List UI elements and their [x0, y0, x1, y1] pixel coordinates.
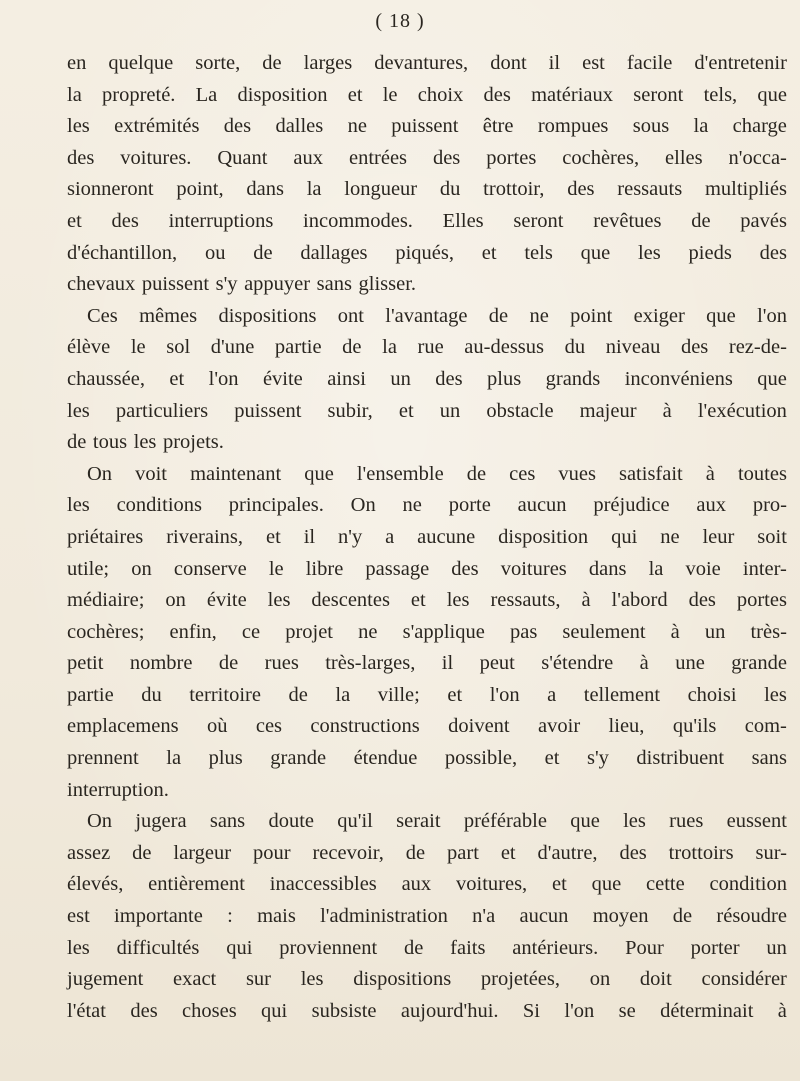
text-line: utile; on conserve le libre passage des voitures dans la voie inter- [67, 557, 787, 580]
text-line: prennent la plus grande étendue possible, et s'y distribuent sans [67, 747, 787, 770]
text-line: On voit maintenant que l'ensemble de ces vues satisfait à toutes [87, 462, 787, 485]
text-line: les particuliers puissent subir, et un obstacle majeur à l'exécution [67, 399, 787, 422]
text-line: élevés, entièrement inaccessibles aux voitures, et que cette condition [67, 873, 787, 896]
text-line: médiaire; on évite les descentes et les ressauts, à l'abord des portes [67, 589, 787, 612]
text-line: des voitures. Quant aux entrées des portes cochères, elles n'occa- [67, 146, 787, 169]
text-line: la propreté. La disposition et le choix des matériaux seront tels, que [67, 83, 787, 106]
text-line: partie du territoire de la ville; et l'on a tellement choisi les [67, 683, 787, 706]
text-line: emplacemens où ces constructions doivent avoir lieu, qu'ils com- [67, 715, 787, 738]
text-line: assez de largeur pour recevoir, de part et d'autre, des trottoirs sur- [67, 841, 787, 864]
text-line: les extrémités des dalles ne puissent être rompues sous la charge [67, 115, 787, 138]
text-line: On jugera sans doute qu'il serait préférable que les rues eussent [87, 810, 787, 833]
text-line: de tous les projets. [67, 431, 224, 454]
text-line: jugement exact sur les dispositions projetées, on doit considérer [67, 968, 787, 991]
text-line: sionneront point, dans la longueur du trottoir, des ressauts multipliés [67, 178, 787, 201]
page-number: ( 18 ) [375, 10, 425, 32]
body-text [67, 48, 787, 1027]
text-line: cochères; enfin, ce projet ne s'applique pas seulement à un très- [67, 620, 787, 643]
text-line: est importante : mais l'administration n'a aucun moyen de résoudre [67, 905, 787, 928]
text-line: élève le sol d'une partie de la rue au-dessus du niveau des rez-de- [67, 336, 787, 359]
text-line: Ces mêmes dispositions ont l'avantage de ne point exiger que l'on [87, 304, 787, 327]
text-line: chaussée, et l'on évite ainsi un des plus grands inconvéniens que [67, 367, 787, 390]
text-line: interruption. [67, 778, 169, 801]
text-line: chevaux puissent s'y appuyer sans glisser. [67, 273, 417, 296]
text-line: les conditions principales. On ne porte aucun préjudice aux pro- [67, 494, 787, 517]
text-line: et des interruptions incommodes. Elles seront revêtues de pavés [67, 209, 787, 232]
text-line: petit nombre de rues très-larges, il peut s'étendre à une grande [67, 652, 787, 675]
text-line: en quelque sorte, de larges devantures, dont il est facile d'entretenir [67, 52, 787, 74]
text-line: les difficultés qui proviennent de faits antérieurs. Pour porter un [67, 936, 787, 959]
text-line: d'échantillon, ou de dallages piqués, et tels que les pieds des [67, 241, 787, 264]
text-line: priétaires riverains, et il n'y a aucune disposition qui ne leur soit [67, 525, 787, 548]
text-line: l'état des choses qui subsiste aujourd'hui. Si l'on se déterminait à [67, 999, 787, 1022]
